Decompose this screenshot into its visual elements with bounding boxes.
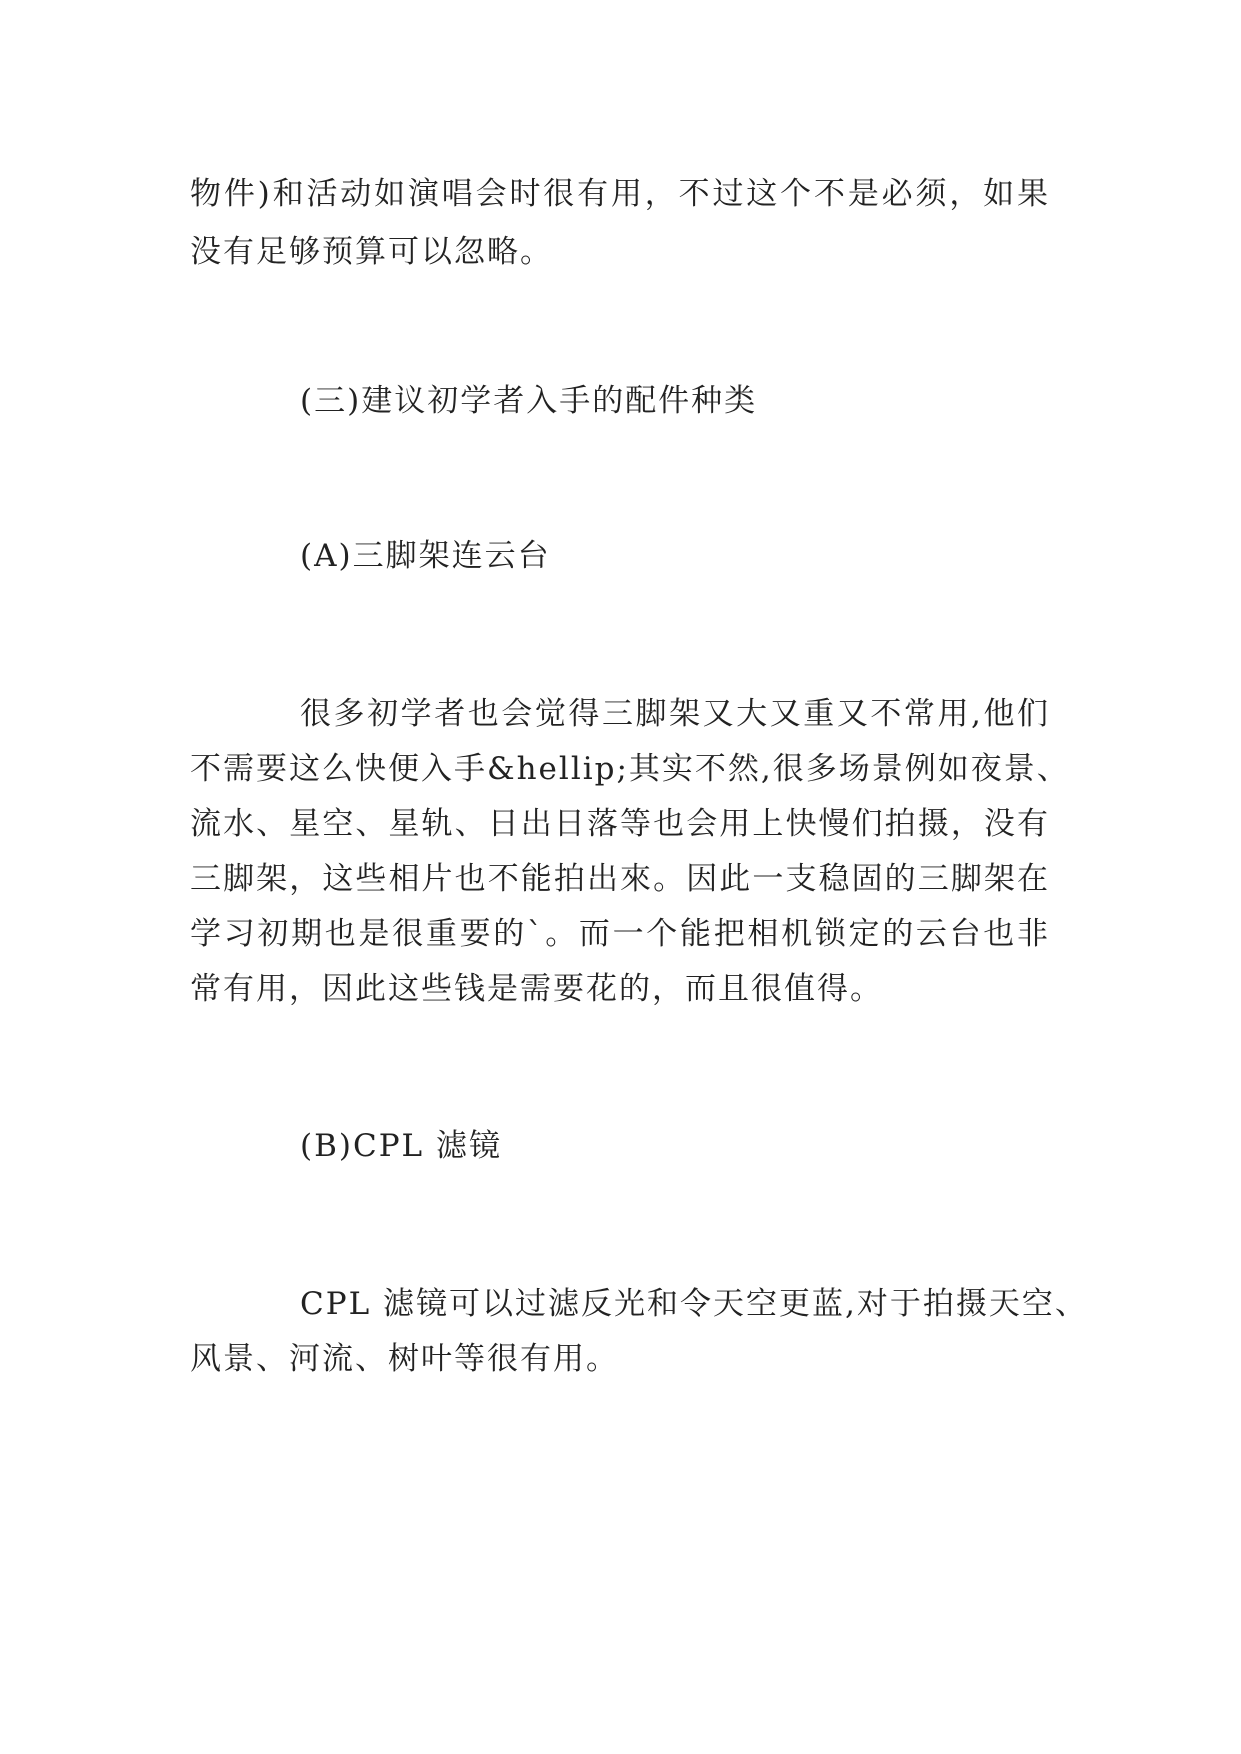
- item-b-heading: (B)CPL 滤镜: [300, 1128, 502, 1164]
- item-a-paragraph-line-3: 流水、星空、星轨、日出日落等也会用上快慢们拍摄，没有: [190, 806, 1050, 842]
- item-a-paragraph-line-6: 常有用，因此这些钱是需要花的，而且很值得。: [190, 971, 883, 1007]
- item-a-paragraph-line-1: 很多初学者也会觉得三脚架又大又重又不常用,他们: [300, 696, 1050, 732]
- item-b-paragraph-line-1: CPL 滤镜可以过滤反光和令天空更蓝,对于拍摄天空、: [300, 1286, 1088, 1322]
- item-b-paragraph-line-2: 风景、河流、树叶等很有用。: [190, 1341, 619, 1377]
- item-a-paragraph-line-5: 学习初期也是很重要的`。而一个能把相机锁定的云台也非: [190, 916, 1050, 952]
- section-heading: (三)建议初学者入手的配件种类: [300, 383, 758, 419]
- intro-line-1: 物件)和活动如演唱会时很有用，不过这个不是必须，如果: [190, 176, 1050, 212]
- intro-line-2: 没有足够预算可以忽略。: [190, 234, 553, 270]
- item-a-paragraph-line-2: 不需要这么快便入手&hellip;其实不然,很多场景例如夜景、: [190, 751, 1070, 787]
- item-a-paragraph-line-4: 三脚架，这些相片也不能拍出來。因此一支稳固的三脚架在: [190, 861, 1050, 897]
- item-a-heading: (A)三脚架连云台: [300, 538, 551, 574]
